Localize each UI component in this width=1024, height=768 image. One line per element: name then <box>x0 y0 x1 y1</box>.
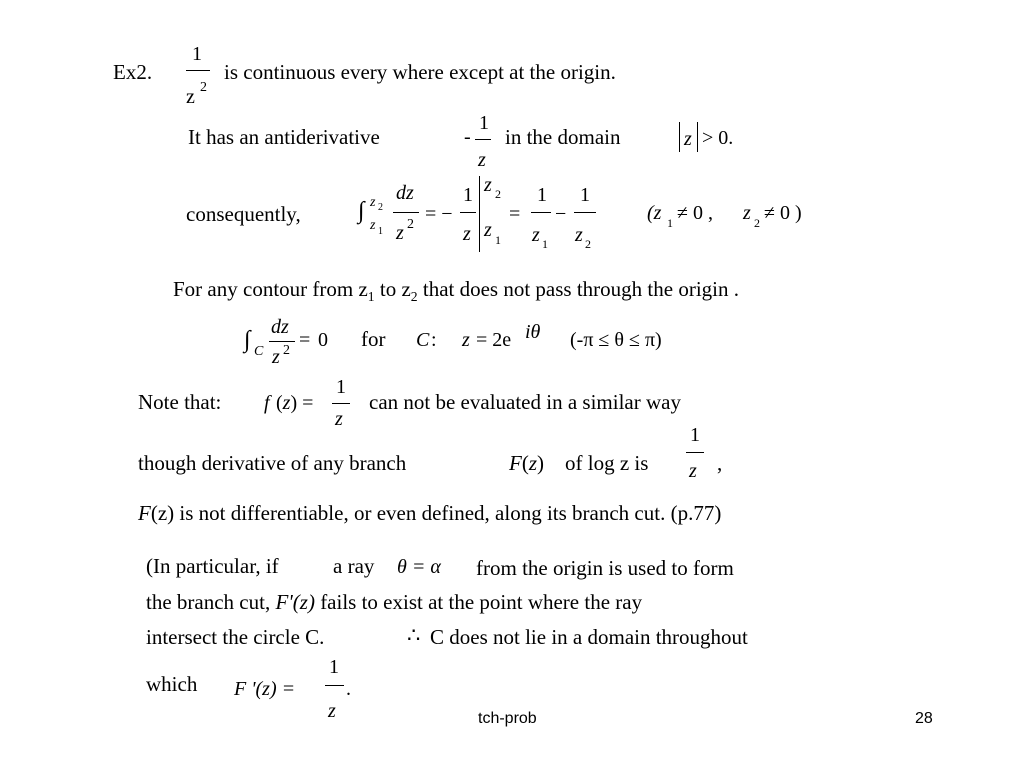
contour-subscript: C <box>254 344 264 359</box>
zero: 0 <box>318 329 328 351</box>
denominator: z <box>478 149 486 171</box>
numerator: 1 <box>192 43 202 65</box>
footer-label: tch-prob <box>478 710 537 727</box>
lower-limit-sub: 1 <box>378 226 383 237</box>
eval-upper: z <box>484 174 492 196</box>
exponent: 2 <box>200 80 207 95</box>
sub: 1 <box>542 237 548 251</box>
denominator: z <box>328 700 336 722</box>
colon: : <box>431 329 437 351</box>
lower-limit: z <box>370 218 376 233</box>
numerator: 1 <box>479 112 489 134</box>
numerator: 1 <box>580 184 590 206</box>
equals: = <box>509 203 521 225</box>
upper-limit: z <box>370 195 376 210</box>
minus-sign: - <box>464 126 471 148</box>
denominator-z2: z <box>575 224 583 246</box>
fraction-bar <box>269 341 295 342</box>
fraction-bar <box>186 70 210 71</box>
which-text: which <box>146 672 198 696</box>
fraction-bar <box>531 212 551 213</box>
z-squared-denominator: z <box>272 346 280 368</box>
eval-upper-sub: 2 <box>495 187 501 201</box>
theta-equals-alpha: θ = α <box>397 556 441 578</box>
abs-bar-right <box>697 122 698 152</box>
theta-range: (-π ≤ θ ≤ π) <box>570 329 662 351</box>
denominator: z <box>463 223 471 245</box>
F-prime-equals: F '(z) = <box>234 678 296 700</box>
abs-bar-left <box>679 122 680 152</box>
a-ray: a ray <box>333 554 375 578</box>
branch-cut-statement: F(z) is not differentiable, or even defined, along its branch cut. (p.77) <box>138 501 722 525</box>
exponent-i-theta: iθ <box>525 321 541 343</box>
antiderivative-text: It has an antiderivative <box>188 125 380 149</box>
denominator: z <box>186 86 195 108</box>
equals-minus: = − <box>425 203 453 225</box>
greater-than-zero: > 0. <box>702 127 734 149</box>
cond-open: (z <box>647 202 662 224</box>
sub: 2 <box>585 237 591 251</box>
example-label: Ex2. <box>113 60 153 84</box>
denominator: z <box>335 408 343 430</box>
equals: = <box>299 329 311 351</box>
ex2-statement: is continuous every where except at the origin. <box>224 60 616 84</box>
f-letter: f <box>264 392 270 414</box>
fraction-bar <box>460 212 476 213</box>
fraction-bar <box>475 139 491 140</box>
branch-cut-line: the branch cut, F'(z) fails to exist at the point where the ray <box>146 590 643 614</box>
for-word: for <box>361 327 386 351</box>
therefore-symbol: ∴ <box>407 623 421 647</box>
evaluation-bar <box>479 176 480 252</box>
in-particular: (In particular, if <box>146 554 279 578</box>
consequently-text: consequently, <box>186 202 301 226</box>
z-var: z <box>462 329 470 351</box>
sub: 1 <box>667 216 673 230</box>
dz-numerator: dz <box>271 316 289 338</box>
dz-numerator: dz <box>396 182 414 204</box>
fraction-bar <box>332 403 350 404</box>
contour-statement: For any contour from $z_1$ to $z_2$ that does not pass through the origin . <box>173 277 739 305</box>
contour-C: C <box>416 329 430 351</box>
F-of-z: F(z) <box>509 451 545 475</box>
numerator: 1 <box>463 184 473 206</box>
numerator: 1 <box>537 184 547 206</box>
integral-sign: ∫ <box>244 327 251 353</box>
upper-limit-sub: 2 <box>378 202 383 213</box>
equals-2e: = 2e <box>476 329 512 351</box>
page-number: 28 <box>915 710 933 727</box>
note-continuation: can not be evaluated in a similar way <box>369 390 681 414</box>
intersect-text: intersect the circle C. <box>146 625 325 649</box>
c-not-lie: C does not lie in a domain throughout <box>430 625 748 649</box>
numerator: 1 <box>690 424 700 446</box>
fraction-bar <box>393 212 419 213</box>
numerator: 1 <box>336 376 346 398</box>
note-text: Note that: <box>138 390 222 414</box>
eval-lower: z <box>484 219 492 241</box>
denominator: z <box>689 460 697 482</box>
z2: z <box>743 202 751 224</box>
abs-z: z <box>684 128 692 150</box>
period: . <box>346 678 351 700</box>
exponent: 2 <box>407 217 414 232</box>
though-text: though derivative of any branch <box>138 451 407 475</box>
integral-sign: ∫ <box>358 198 365 224</box>
neq-zero-close: ≠ 0 ) <box>764 202 802 224</box>
eval-lower-sub: 1 <box>495 233 501 247</box>
of-log-text: of log z is <box>565 451 649 475</box>
exponent: 2 <box>283 343 290 358</box>
fraction-bar <box>574 212 596 213</box>
z-squared-denominator: z <box>396 222 404 244</box>
comma: , <box>717 451 723 475</box>
fz-equals: (z) = <box>276 392 314 414</box>
minus: − <box>555 203 567 225</box>
from-origin: from the origin is used to form <box>476 556 734 580</box>
neq-zero: ≠ 0 , <box>677 202 713 224</box>
fraction-bar <box>325 685 344 686</box>
sub: 2 <box>754 216 760 230</box>
fraction-bar <box>686 452 704 453</box>
denominator-z1: z <box>532 224 540 246</box>
domain-text: in the domain <box>505 125 621 149</box>
numerator: 1 <box>329 656 339 678</box>
